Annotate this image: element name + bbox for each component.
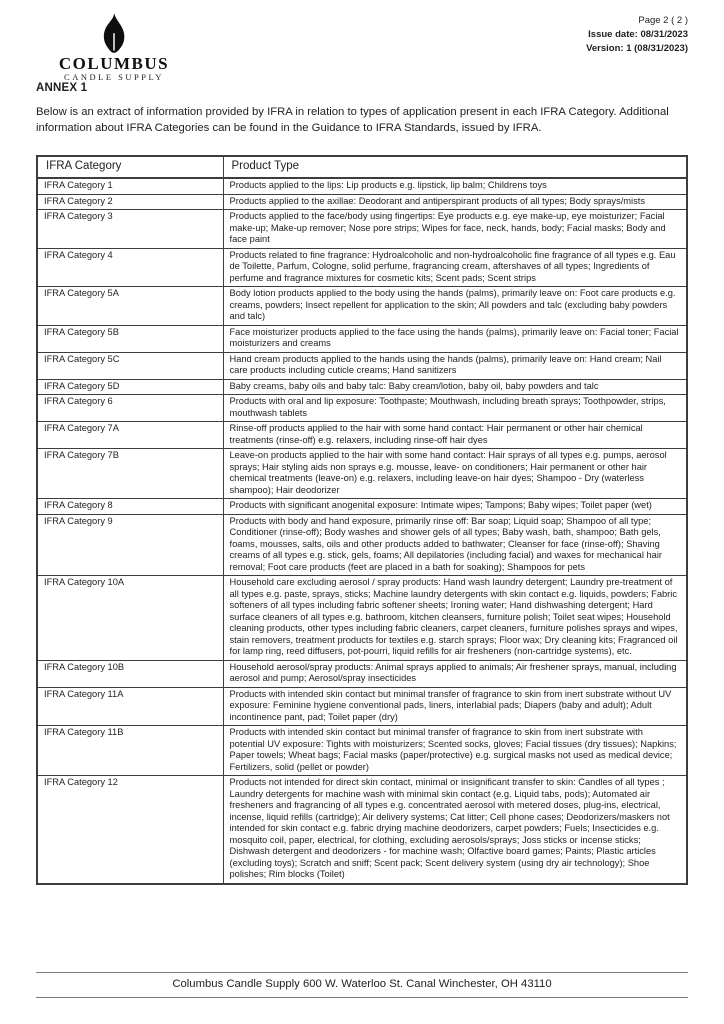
cell-product-type: Products applied to the lips: Lip products e.g. lipstick, lip balm; Childrens toys bbox=[223, 178, 687, 194]
cell-ifra-category: IFRA Category 10A bbox=[37, 576, 223, 661]
ifra-table-body bbox=[37, 178, 687, 884]
logo-company-name: COLUMBUS bbox=[58, 54, 170, 73]
cell-product-type: Products not intended for direct skin contact, minimal or insignificant transfer to skin: Candles of all types ; Laundry detergents for machine wash with minimal skin contact (e.g. Liquid tabs, pods); Automated air fresheners and fragrancing of all types e.g. concentrated aerosol with metered doses, plug-ins, electrical, incense, liquid refills (cartridge); Air delivery systems; Cat litter; Cell phone cases; Deodorizers/maskers not intended for skin contact e.g. fabric drying machine deodorizers, carpet powders; Fuels; Insecticides e.g. mosquito coil, paper, electrical, for clothing, excluding aerosols/sprays; Joss sticks or incense sticks; Dishwash detergent and deodorizers - for machine wash; Olfactive board games; Paints; Plastic articles (excluding toys); Scratch and sniff; Scent pack; Scent delivery system (using dry air technology); Shoe polishes; Rim blocks (Toilet) bbox=[223, 776, 687, 884]
cell-ifra-category: IFRA Category 8 bbox=[37, 499, 223, 515]
column-header-product-type: Product Type bbox=[223, 156, 687, 178]
footer-address: Columbus Candle Supply 600 W. Waterloo St. Canal Winchester, OH 43110 bbox=[172, 978, 552, 990]
issue-date: Issue date: 08/31/2023 bbox=[588, 29, 688, 40]
flame-icon bbox=[98, 12, 130, 54]
cell-product-type: Body lotion products applied to the body using the hands (palms), primarily leave on: Foot care products e.g. creams, powders; Insect repellent for application to the skin; All powders and talc (excluding baby powders and talc) bbox=[223, 287, 687, 326]
cell-ifra-category: IFRA Category 4 bbox=[37, 248, 223, 287]
logo-company-subtitle: CANDLE SUPPLY bbox=[64, 72, 164, 82]
cell-product-type: Products applied to the axillae: Deodorant and antiperspirant products of all types; Body sprays/mists bbox=[223, 194, 687, 210]
table-row bbox=[37, 499, 687, 515]
cell-product-type: Products with body and hand exposure, primarily rinse off: Bar soap; Liquid soap; Shampoo of all type; Conditioner (rinse-off); Body washes and shower gels of all types; Baby wash, bath, shampoo; Bath gels, foams, mousses, salts, oils and other products added to bathwater; Cleanser for face (rinse-off); Shaving creams of all types e.g. stick, gels, foams; All depilatories (including facial) and waxes for mechanical hair removal; Foot care products (feet are placed in a bath for soaking); Shampoos for pets bbox=[223, 514, 687, 576]
table-row bbox=[37, 660, 687, 687]
cell-ifra-category: IFRA Category 5A bbox=[37, 287, 223, 326]
cell-ifra-category: IFRA Category 12 bbox=[37, 776, 223, 884]
cell-product-type: Products with intended skin contact but minimal transfer of fragrance to skin from inert substrate without UV exposure: Feminine hygiene conventional pads, liners, interlabial pads; Diapers (baby and adult); Adult incontinence pant, pad; Toilet paper (dry) bbox=[223, 687, 687, 726]
cell-ifra-category: IFRA Category 3 bbox=[37, 210, 223, 249]
cell-product-type: Products with intended skin contact but minimal transfer of fragrance to skin from inert substrate with potential UV exposure: Tights with moisturizers; Scented socks, gloves; Facial tissues (dry tissues); Napkins; Paper towels; Wheat bags; Facial masks (paper/protective) e.g. surgical masks not used as medical device; Fertilizers, solid (pellet or powder) bbox=[223, 726, 687, 776]
table-row bbox=[37, 514, 687, 576]
cell-ifra-category: IFRA Category 11B bbox=[37, 726, 223, 776]
cell-ifra-category: IFRA Category 7A bbox=[37, 422, 223, 449]
column-header-ifra-category: IFRA Category bbox=[37, 156, 223, 178]
cell-ifra-category: IFRA Category 5D bbox=[37, 379, 223, 395]
cell-ifra-category: IFRA Category 11A bbox=[37, 687, 223, 726]
cell-ifra-category: IFRA Category 5C bbox=[37, 352, 223, 379]
cell-product-type: Products applied to the face/body using fingertips: Eye products e.g. eye make-up, eye moisturizer; Facial make-up; Make-up remover; Nose pore strips; Wipes for face, neck, hands, body; Facial masks; Body and face paint bbox=[223, 210, 687, 249]
table-row bbox=[37, 178, 687, 194]
cell-product-type: Hand cream products applied to the hands using the hands (palms), primarily leave on: Hand cream; Nail care products including cuticle creams; Hand sanitizers bbox=[223, 352, 687, 379]
cell-ifra-category: IFRA Category 2 bbox=[37, 194, 223, 210]
cell-ifra-category: IFRA Category 6 bbox=[37, 395, 223, 422]
table-row bbox=[37, 379, 687, 395]
page-header bbox=[36, 12, 688, 83]
page-number: Page 2 ( 2 ) bbox=[638, 15, 688, 26]
cell-product-type: Baby creams, baby oils and baby talc: Baby cream/lotion, baby oil, baby powders and talc bbox=[223, 379, 687, 395]
table-row bbox=[37, 352, 687, 379]
ifra-category-table bbox=[36, 155, 688, 885]
table-row bbox=[37, 422, 687, 449]
document-meta bbox=[586, 12, 688, 83]
table-row bbox=[37, 395, 687, 422]
cell-product-type: Products related to fine fragrance: Hydroalcoholic and non-hydroalcoholic fine fragrance of all types e.g. Eau de Toilette, Parfum, Cologne, solid perfume, fragrancing cream, aftershaves of all types; Ingredients of perfume and fragrance mixtures for cosmetic kits; Scent pads; Scent strips bbox=[223, 248, 687, 287]
page-footer bbox=[36, 972, 688, 998]
cell-product-type: Products with oral and lip exposure: Toothpaste; Mouthwash, including breath sprays; Toothpowder, strips, mouthwash tablets bbox=[223, 395, 687, 422]
table-row bbox=[37, 287, 687, 326]
table-row bbox=[37, 687, 687, 726]
table-row bbox=[37, 576, 687, 661]
cell-ifra-category: IFRA Category 10B bbox=[37, 660, 223, 687]
annex-title: ANNEX 1 bbox=[36, 82, 88, 94]
cell-ifra-category: IFRA Category 7B bbox=[37, 449, 223, 499]
table-row bbox=[37, 248, 687, 287]
cell-product-type: Products with significant anogenital exposure: Intimate wipes; Tampons; Baby wipes; Toilet paper (wet) bbox=[223, 499, 687, 515]
cell-product-type: Leave-on products applied to the hair with some hand contact: Hair sprays of all types e.g. pumps, aerosol sprays; Hair styling aids non sprays e.g. mousse, leave- on conditioners; Hair permanent or other hair chemical treatments (leave-on) e.g. relaxers, including leave-on hair dyes; Shampoo - Dry (waterless shampoo); Hair deodorizer bbox=[223, 449, 687, 499]
cell-product-type: Rinse-off products applied to the hair with some hand contact: Hair permanent or other hair chemical treatments (rinse-off) e.g. relaxers, including rinse-off hair dyes bbox=[223, 422, 687, 449]
table-row bbox=[37, 194, 687, 210]
table-row bbox=[37, 726, 687, 776]
table-row bbox=[37, 210, 687, 249]
intro-paragraph: Below is an extract of information provided by IFRA in relation to types of application present in each IFRA Category. Additional information about IFRA Categories can be found in the Guidance to IFRA Standards, issued by IFRA. bbox=[36, 106, 669, 134]
cell-product-type: Face moisturizer products applied to the face using the hands (palms), primarily leave on: Facial toner; Facial moisturizers and creams bbox=[223, 325, 687, 352]
version: Version: 1 (08/31/2023) bbox=[586, 43, 688, 54]
table-row bbox=[37, 449, 687, 499]
table-row bbox=[37, 325, 687, 352]
table-header-row bbox=[37, 156, 687, 178]
cell-product-type: Household care excluding aerosol / spray products: Hand wash laundry detergent; Laundry pre-treatment of all types e.g. paste, sprays, sticks; Machine laundry detergents with skin contact e.g. liquids, powders; Fabric softeners of all types including fabric softener sheets; Ironing water; Hand dishwashing detergent; Hard surface cleaners of all types e.g. bathroom, kitchen cleansers, furniture polish; Toilet seat wipes; Household cleaning products, other types including fabric cleaners, carpet cleaners, furniture polishes sprays and wipes, stain removers, treatment products for textiles e.g. starch sprays; Floor wax; Dry cleaning kits; Fragranced oil for lamp ring, reed diffusers, pot-pourri, liquid refills for air fresheners (non-cartridge systems), etc. bbox=[223, 576, 687, 661]
cell-ifra-category: IFRA Category 9 bbox=[37, 514, 223, 576]
cell-ifra-category: IFRA Category 5B bbox=[37, 325, 223, 352]
table-row bbox=[37, 776, 687, 884]
cell-ifra-category: IFRA Category 1 bbox=[37, 178, 223, 194]
cell-product-type: Household aerosol/spray products: Animal sprays applied to animals; Air freshener sprays, manual, including aerosol and pump; Aerosol/spray insecticides bbox=[223, 660, 687, 687]
company-logo bbox=[36, 12, 186, 83]
